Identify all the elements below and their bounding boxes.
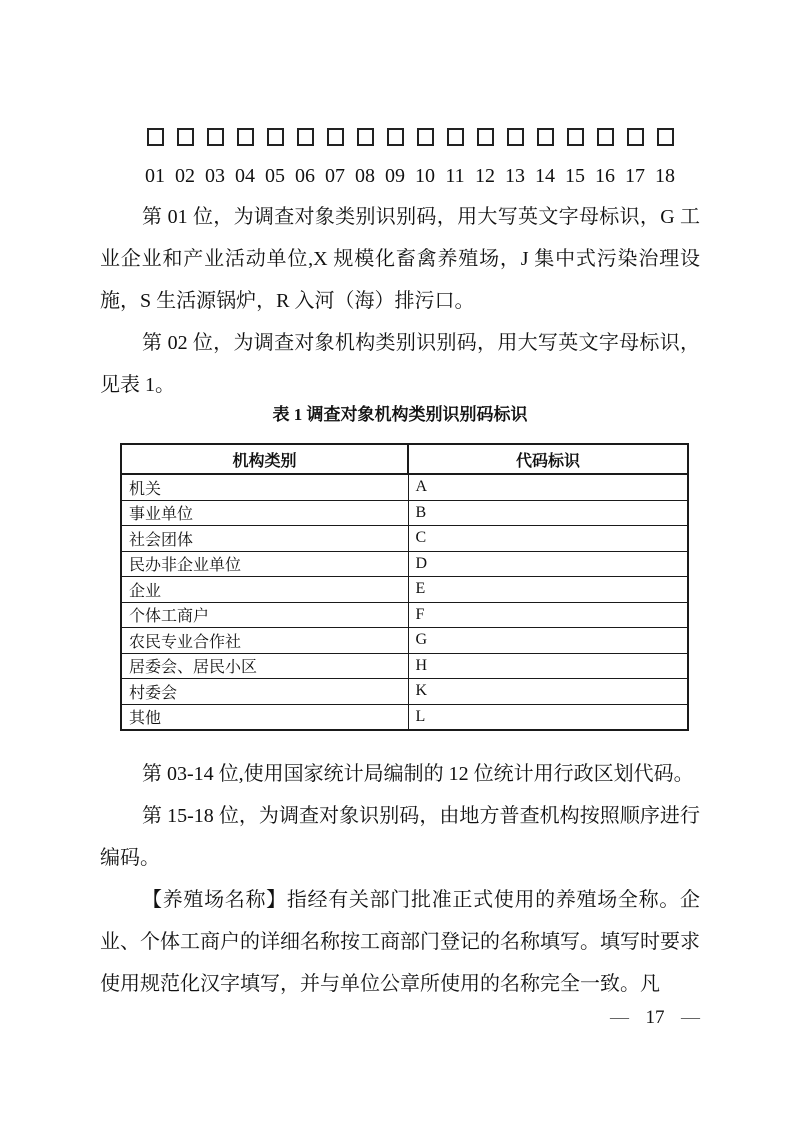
code-box-cell <box>530 128 560 146</box>
code-box-cell <box>170 128 200 146</box>
code-position-label: 05 <box>265 165 285 187</box>
code-checkbox <box>537 128 554 146</box>
institution-code-table <box>120 443 689 731</box>
code-checkbox <box>357 128 374 146</box>
table-row <box>121 500 688 526</box>
code-position-label: 03 <box>205 165 225 187</box>
code-position-label: 04 <box>235 165 255 187</box>
table-caption: 表 1 调查对象机构类别识别码标识 <box>272 405 528 424</box>
code-box-cell <box>470 128 500 146</box>
column-header-category: 机构类别 <box>121 444 408 474</box>
cell-category: 农民专业合作社 <box>121 628 408 654</box>
code-box-cell <box>290 128 320 146</box>
code-box-cell <box>440 128 470 146</box>
code-checkbox <box>267 128 284 146</box>
table-row <box>121 602 688 628</box>
cell-category: 村委会 <box>121 679 408 705</box>
table-row <box>121 551 688 577</box>
code-checkbox <box>447 128 464 146</box>
code-checkbox <box>507 128 524 146</box>
body-paragraph: 第 02 位，为调查对象机构类别识别码，用大写英文字母标识，见表 1。 <box>100 332 700 396</box>
code-position-label: 08 <box>355 165 375 187</box>
code-box-cell <box>260 128 290 146</box>
code-box-cell <box>650 128 680 146</box>
body-paragraph: 【养殖场名称】指经有关部门批准正式使用的养殖场全称。企业、个体工商户的详细名称按工商部门登记的名称填写。填写时要求使用规范化汉字填写，并与单位公章所使用的名称完全一致。凡 <box>100 889 700 995</box>
code-checkbox <box>417 128 434 146</box>
code-box-cell <box>140 128 170 146</box>
cell-code: A <box>408 474 688 500</box>
code-box-cell <box>350 128 380 146</box>
code-box-cell <box>380 128 410 146</box>
footer-dash-left: — <box>610 1007 629 1028</box>
cell-code: K <box>408 679 688 705</box>
code-checkbox <box>147 128 164 146</box>
table-header-row <box>121 444 688 474</box>
body-paragraph: 第 03-14 位,使用国家统计局编制的 12 位统计用行政区划代码。 <box>142 763 694 785</box>
code-position-label: 14 <box>535 165 555 187</box>
code-position-label: 10 <box>415 165 435 187</box>
table-row <box>121 628 688 654</box>
table-row <box>121 679 688 705</box>
code-position-label: 17 <box>625 165 645 187</box>
code-position-label: 09 <box>385 165 405 187</box>
cell-category: 企业 <box>121 577 408 603</box>
code-checkbox <box>567 128 584 146</box>
code-checkbox <box>327 128 344 146</box>
cell-category: 机关 <box>121 474 408 500</box>
code-checkbox <box>387 128 404 146</box>
cell-category: 事业单位 <box>121 500 408 526</box>
cell-code: F <box>408 602 688 628</box>
code-box-cell <box>500 128 530 146</box>
cell-category: 社会团体 <box>121 526 408 552</box>
code-checkbox <box>657 128 674 146</box>
code-box-cell <box>560 128 590 146</box>
cell-code: C <box>408 526 688 552</box>
code-box-cell <box>200 128 230 146</box>
code-position-label: 13 <box>505 165 525 187</box>
cell-category: 民办非企业单位 <box>121 551 408 577</box>
table-row <box>121 474 688 500</box>
cell-code: G <box>408 628 688 654</box>
code-checkbox <box>207 128 224 146</box>
cell-code: D <box>408 551 688 577</box>
body-paragraph: 第 15-18 位，为调查对象识别码，由地方普查机构按照顺序进行编码。 <box>100 805 700 869</box>
code-checkbox <box>597 128 614 146</box>
code-checkbox <box>477 128 494 146</box>
cell-category: 其他 <box>121 704 408 730</box>
code-position-label: 07 <box>325 165 345 187</box>
code-checkbox <box>627 128 644 146</box>
code-position-label: 11 <box>445 165 465 187</box>
table-row <box>121 526 688 552</box>
code-position-label: 02 <box>175 165 195 187</box>
code-position-label: 12 <box>475 165 495 187</box>
table-row <box>121 653 688 679</box>
code-box-row <box>140 128 680 146</box>
page-footer <box>610 1005 700 1031</box>
table-row <box>121 577 688 603</box>
code-box-cell <box>320 128 350 146</box>
code-box-cell <box>230 128 260 146</box>
code-box-cell <box>410 128 440 146</box>
body-paragraphs-bottom <box>100 753 700 1005</box>
code-checkbox <box>237 128 254 146</box>
code-label-row <box>140 163 680 189</box>
cell-category: 个体工商户 <box>121 602 408 628</box>
table-row <box>121 704 688 730</box>
code-checkbox <box>297 128 314 146</box>
footer-dash-right: — <box>681 1007 700 1028</box>
cell-code: B <box>408 500 688 526</box>
cell-category: 居委会、居民小区 <box>121 653 408 679</box>
column-header-code: 代码标识 <box>408 444 688 474</box>
code-position-label: 18 <box>655 165 675 187</box>
code-box-cell <box>620 128 650 146</box>
cell-code: H <box>408 653 688 679</box>
cell-code: L <box>408 704 688 730</box>
code-box-cell <box>590 128 620 146</box>
code-position-label: 01 <box>145 165 165 187</box>
body-paragraphs-top <box>100 196 700 406</box>
page-number: 17 <box>645 1007 665 1028</box>
body-paragraph: 第 01 位，为调查对象类别识别码，用大写英文字母标识，G 工业企业和产业活动单位,X 规模化畜禽养殖场，J 集中式污染治理设施，S 生活源锅炉，R 入河（海）排污口。 <box>100 206 700 312</box>
code-position-label: 15 <box>565 165 585 187</box>
code-position-label: 16 <box>595 165 615 187</box>
cell-code: E <box>408 577 688 603</box>
code-checkbox <box>177 128 194 146</box>
code-position-label: 06 <box>295 165 315 187</box>
